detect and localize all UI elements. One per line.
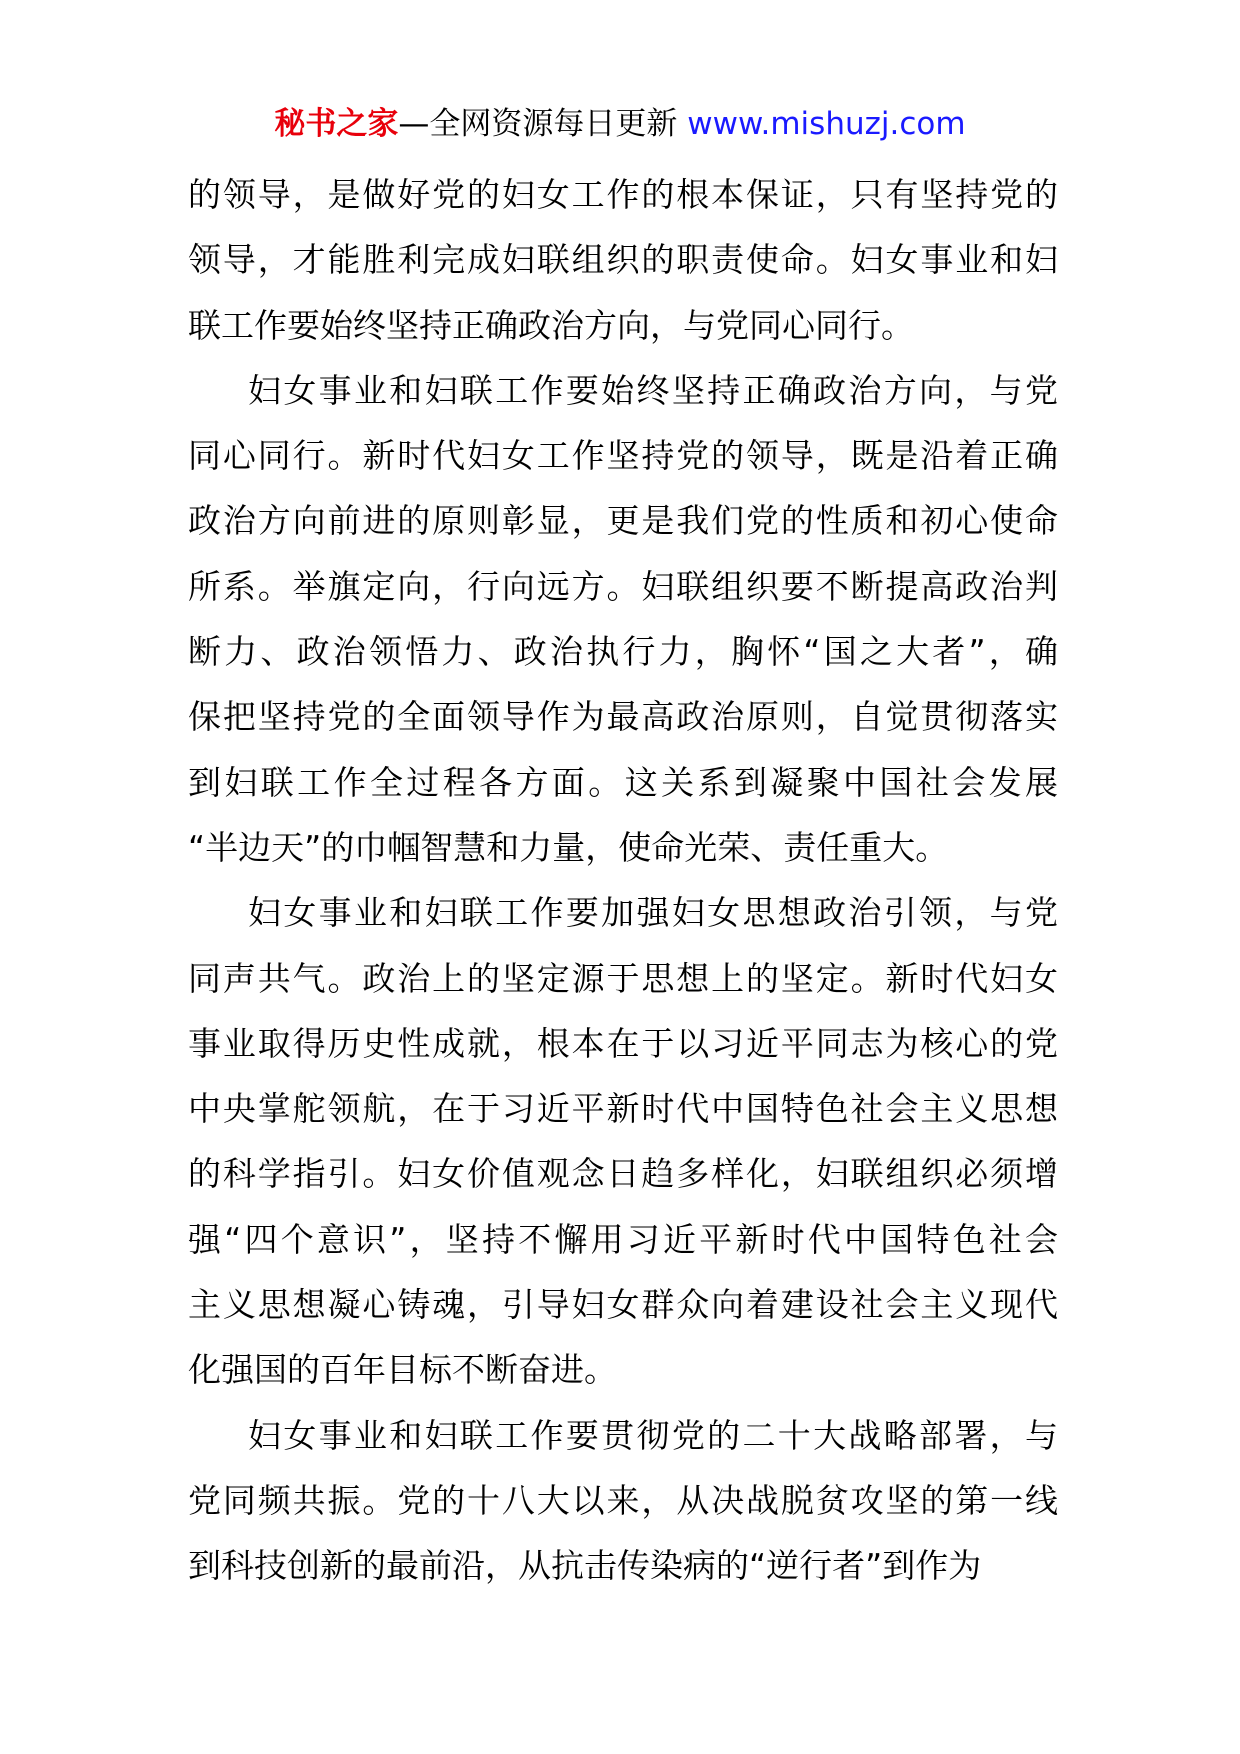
text-line: 化强国的百年目标不断奋进。 xyxy=(188,1350,617,1390)
text-line: 的领导，是做好党的妇女工作的根本保证，只有坚持党的 xyxy=(188,175,1058,214)
text-line: 妇女事业和妇联工作要贯彻党的二十大战略部署，与 xyxy=(248,1415,1058,1455)
site-tagline: —全网资源每日更新 xyxy=(398,106,678,142)
text-line: “半边天”的巾帼智慧和力量，使命光荣、责任重大。 xyxy=(188,827,949,867)
text-line: 中央掌舵领航，在于习近平新时代中国特色社会主义思想 xyxy=(188,1089,1058,1129)
text-line: 断力、政治领悟力、政治执行力，胸怀“国之大者”，确 xyxy=(188,632,1058,672)
text-line: 到科技创新的最前沿，从抗击传染病的“逆行者”到作为 xyxy=(188,1546,982,1586)
text-line: 事业取得历史性成就，根本在于以习近平同志为核心的党 xyxy=(188,1023,1058,1063)
text-line: 妇女事业和妇联工作要加强妇女思想政治引领，与党 xyxy=(248,893,1058,933)
site-header xyxy=(0,102,1240,146)
text-line: 强“四个意识”，坚持不懈用习近平新时代中国特色社会 xyxy=(188,1219,1058,1259)
site-url-link[interactable]: www.mishuzj.com xyxy=(687,106,966,142)
document-body xyxy=(188,162,1058,1599)
text-line: 领导，才能胜利完成妇联组织的职责使命。妇女事业和妇 xyxy=(188,240,1058,280)
text-line: 保把坚持党的全面领导作为最高政治原则，自觉贯彻落实 xyxy=(188,697,1058,737)
text-line: 妇女事业和妇联工作要始终坚持正确政治方向，与党 xyxy=(248,370,1058,410)
text-line: 同心同行。新时代妇女工作坚持党的领导，既是沿着正确 xyxy=(188,436,1058,476)
paragraph xyxy=(188,162,1058,358)
text-line: 联工作要始终坚持正确政治方向，与党同心同行。 xyxy=(188,305,914,345)
paragraph xyxy=(188,358,1058,880)
text-line: 的科学指引。妇女价值观念日趋多样化，妇联组织必须增 xyxy=(188,1154,1058,1194)
text-line: 所系。举旗定向，行向远方。妇联组织要不断提高政治判 xyxy=(188,566,1058,606)
paragraph xyxy=(188,880,1058,1402)
text-line: 到妇联工作全过程各方面。这关系到凝聚中国社会发展 xyxy=(188,762,1058,802)
text-line: 政治方向前进的原则彰显，更是我们党的性质和初心使命 xyxy=(188,501,1058,541)
paragraph xyxy=(188,1403,1058,1599)
site-brand: 秘书之家 xyxy=(274,106,399,142)
text-line: 主义思想凝心铸魂，引导妇女群众向着建设社会主义现代 xyxy=(188,1285,1058,1325)
text-line: 党同频共振。党的十八大以来，从决战脱贫攻坚的第一线 xyxy=(188,1480,1058,1520)
text-line: 同声共气。政治上的坚定源于思想上的坚定。新时代妇女 xyxy=(188,958,1058,998)
